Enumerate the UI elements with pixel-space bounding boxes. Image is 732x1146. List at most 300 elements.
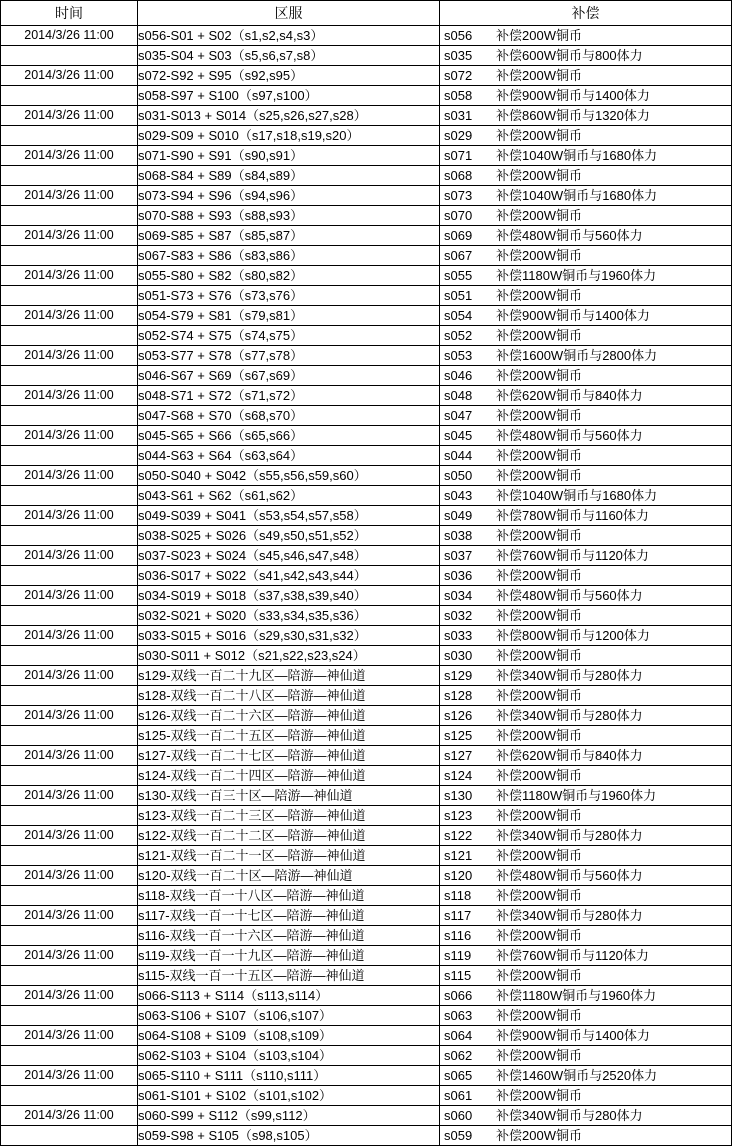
compensation-wrapper	[440, 966, 731, 985]
compensation-detail: 补偿1040W铜币与1680体力	[496, 148, 658, 163]
compensation-detail: 补偿620W铜币与840体力	[496, 388, 643, 403]
compensation-wrapper	[440, 466, 731, 485]
cell-zone: s071-S90 + S91（s90,s91）	[138, 146, 440, 166]
cell-time: 2014/3/26 11:00	[1, 626, 138, 646]
compensation-wrapper	[440, 126, 731, 145]
cell-compensation	[440, 986, 732, 1006]
cell-time: 2014/3/26 11:00	[1, 26, 138, 46]
compensation-server-id: s036	[444, 568, 473, 583]
cell-compensation	[440, 646, 732, 666]
compensation-detail: 补偿200W铜币	[496, 1008, 582, 1023]
compensation-server-id: s122	[444, 828, 473, 843]
cell-time: 2014/3/26 11:00	[1, 1106, 138, 1126]
compensation-wrapper	[440, 146, 731, 165]
table-row	[1, 466, 732, 486]
compensation-wrapper	[440, 446, 731, 465]
cell-time: 2014/3/26 11:00	[1, 186, 138, 206]
cell-compensation	[440, 666, 732, 686]
compensation-server-id: s032	[444, 608, 473, 623]
table-row	[1, 1126, 732, 1146]
cell-compensation	[440, 346, 732, 366]
table-row	[1, 766, 732, 786]
cell-time	[1, 646, 138, 666]
compensation-detail: 补偿200W铜币	[496, 1128, 582, 1143]
column-header-zone: 区服	[138, 1, 440, 26]
compensation-wrapper	[440, 726, 731, 745]
cell-compensation	[440, 1106, 732, 1126]
compensation-detail: 补偿200W铜币	[496, 968, 582, 983]
compensation-server-id: s115	[444, 968, 472, 983]
compensation-wrapper	[440, 386, 731, 405]
cell-time	[1, 246, 138, 266]
cell-zone: s060-S99 + S112（s99,s112）	[138, 1106, 440, 1126]
cell-compensation	[440, 786, 732, 806]
table-row	[1, 586, 732, 606]
cell-zone: s053-S77 + S78（s77,s78）	[138, 346, 440, 366]
compensation-wrapper	[440, 246, 731, 265]
cell-time	[1, 686, 138, 706]
compensation-server-id: s050	[444, 468, 473, 483]
cell-time	[1, 1006, 138, 1026]
compensation-wrapper	[440, 806, 731, 825]
cell-time	[1, 326, 138, 346]
cell-time: 2014/3/26 11:00	[1, 1026, 138, 1046]
compensation-wrapper	[440, 746, 731, 765]
cell-zone: s054-S79 + S81（s79,s81）	[138, 306, 440, 326]
cell-time: 2014/3/26 11:00	[1, 746, 138, 766]
compensation-detail: 补偿200W铜币	[496, 768, 582, 783]
cell-zone: s120-双线一百二十区—陪游—神仙道	[138, 866, 440, 886]
compensation-server-id: s029	[444, 128, 473, 143]
table-row	[1, 806, 732, 826]
compensation-server-id: s127	[444, 748, 473, 763]
table-row	[1, 26, 732, 46]
compensation-wrapper	[440, 686, 731, 705]
table-row	[1, 366, 732, 386]
cell-compensation	[440, 406, 732, 426]
cell-time: 2014/3/26 11:00	[1, 306, 138, 326]
compensation-server-id: s058	[444, 88, 473, 103]
compensation-wrapper	[440, 926, 731, 945]
cell-time	[1, 806, 138, 826]
table-row	[1, 486, 732, 506]
cell-time	[1, 86, 138, 106]
table-row	[1, 746, 732, 766]
cell-zone: s048-S71 + S72（s71,s72）	[138, 386, 440, 406]
compensation-detail: 补偿200W铜币	[496, 528, 582, 543]
compensation-detail: 补偿1040W铜币与1680体力	[496, 188, 658, 203]
compensation-wrapper	[440, 946, 731, 965]
compensation-detail: 补偿340W铜币与280体力	[496, 1108, 643, 1123]
cell-time	[1, 606, 138, 626]
cell-compensation	[440, 866, 732, 886]
cell-compensation	[440, 486, 732, 506]
compensation-detail: 补偿480W铜币与560体力	[496, 428, 643, 443]
cell-compensation	[440, 946, 732, 966]
cell-time	[1, 886, 138, 906]
cell-zone: s044-S63 + S64（s63,s64）	[138, 446, 440, 466]
compensation-detail: 补偿200W铜币	[496, 408, 582, 423]
column-header-compensation: 补偿	[440, 1, 732, 26]
table-row	[1, 506, 732, 526]
table-row	[1, 286, 732, 306]
compensation-wrapper	[440, 86, 731, 105]
cell-compensation	[440, 386, 732, 406]
compensation-server-id: s126	[444, 708, 473, 723]
compensation-server-id: s052	[444, 328, 473, 343]
compensation-server-id: s051	[444, 288, 473, 303]
compensation-server-id: s045	[444, 428, 473, 443]
compensation-wrapper	[440, 586, 731, 605]
cell-compensation	[440, 466, 732, 486]
compensation-server-id: s049	[444, 508, 473, 523]
compensation-server-id: s035	[444, 48, 473, 63]
table-row	[1, 526, 732, 546]
cell-compensation	[440, 86, 732, 106]
table-row	[1, 186, 732, 206]
compensation-server-id: s119	[444, 948, 472, 963]
compensation-wrapper	[440, 286, 731, 305]
cell-compensation	[440, 826, 732, 846]
cell-time: 2014/3/26 11:00	[1, 706, 138, 726]
cell-compensation	[440, 26, 732, 46]
compensation-detail: 补偿200W铜币	[496, 168, 582, 183]
table-row	[1, 786, 732, 806]
compensation-detail: 补偿200W铜币	[496, 808, 582, 823]
compensation-detail: 补偿340W铜币与280体力	[496, 668, 643, 683]
cell-compensation	[440, 606, 732, 626]
cell-zone: s036-S017 + S022（s41,s42,s43,s44）	[138, 566, 440, 586]
compensation-wrapper	[440, 906, 731, 925]
compensation-wrapper	[440, 886, 731, 905]
compensation-detail: 补偿200W铜币	[496, 688, 582, 703]
compensation-server-id: s055	[444, 268, 473, 283]
cell-zone: s124-双线一百二十四区—陪游—神仙道	[138, 766, 440, 786]
compensation-server-id: s063	[444, 1008, 473, 1023]
cell-time: 2014/3/26 11:00	[1, 866, 138, 886]
table-row	[1, 666, 732, 686]
table-row	[1, 1046, 732, 1066]
table-row	[1, 1106, 732, 1126]
table-row	[1, 106, 732, 126]
table-row	[1, 386, 732, 406]
cell-compensation	[440, 1026, 732, 1046]
cell-zone: s130-双线一百三十区—陪游—神仙道	[138, 786, 440, 806]
cell-compensation	[440, 366, 732, 386]
table-row	[1, 686, 732, 706]
compensation-wrapper	[440, 66, 731, 85]
table-row	[1, 1006, 732, 1026]
cell-compensation	[440, 106, 732, 126]
compensation-detail: 补偿900W铜币与1400体力	[496, 308, 650, 323]
cell-compensation	[440, 746, 732, 766]
cell-zone: s045-S65 + S66（s65,s66）	[138, 426, 440, 446]
compensation-server-id: s062	[444, 1048, 473, 1063]
cell-zone: s043-S61 + S62（s61,s62）	[138, 486, 440, 506]
compensation-wrapper	[440, 426, 731, 445]
cell-compensation	[440, 1066, 732, 1086]
cell-compensation	[440, 886, 732, 906]
cell-compensation	[440, 326, 732, 346]
compensation-server-id: s123	[444, 808, 473, 823]
table-row	[1, 126, 732, 146]
cell-compensation	[440, 566, 732, 586]
compensation-server-id: s043	[444, 488, 473, 503]
cell-time	[1, 726, 138, 746]
cell-zone: s047-S68 + S70（s68,s70）	[138, 406, 440, 426]
compensation-wrapper	[440, 1106, 731, 1125]
table-row	[1, 66, 732, 86]
cell-time	[1, 166, 138, 186]
compensation-wrapper	[440, 106, 731, 125]
cell-zone: s058-S97 + S100（s97,s100）	[138, 86, 440, 106]
compensation-server-id: s124	[444, 768, 473, 783]
cell-zone: s066-S113 + S114（s113,s114）	[138, 986, 440, 1006]
cell-zone: s038-S025 + S026（s49,s50,s51,s52）	[138, 526, 440, 546]
cell-compensation	[440, 66, 732, 86]
compensation-server-id: s034	[444, 588, 473, 603]
table-row	[1, 826, 732, 846]
table-row	[1, 646, 732, 666]
cell-zone: s118-双线一百一十八区—陪游—神仙道	[138, 886, 440, 906]
compensation-detail: 补偿480W铜币与560体力	[496, 588, 643, 603]
compensation-wrapper	[440, 666, 731, 685]
cell-time: 2014/3/26 11:00	[1, 946, 138, 966]
compensation-detail: 补偿200W铜币	[496, 1088, 582, 1103]
table-row	[1, 1066, 732, 1086]
cell-compensation	[440, 546, 732, 566]
compensation-wrapper	[440, 1046, 731, 1065]
compensation-server-id: s033	[444, 628, 473, 643]
cell-time: 2014/3/26 11:00	[1, 586, 138, 606]
cell-time: 2014/3/26 11:00	[1, 146, 138, 166]
compensation-detail: 补偿480W铜币与560体力	[496, 868, 643, 883]
compensation-detail: 补偿200W铜币	[496, 728, 582, 743]
table-row	[1, 886, 732, 906]
compensation-wrapper	[440, 566, 731, 585]
table-row	[1, 226, 732, 246]
compensation-server-id: s061	[444, 1088, 473, 1103]
compensation-server-id: s129	[444, 668, 473, 683]
compensation-detail: 补偿900W铜币与1400体力	[496, 1028, 650, 1043]
compensation-server-id: s047	[444, 408, 473, 423]
cell-time	[1, 286, 138, 306]
compensation-detail: 补偿340W铜币与280体力	[496, 828, 643, 843]
compensation-detail: 补偿1180W铜币与1960体力	[496, 268, 657, 283]
cell-zone: s119-双线一百一十九区—陪游—神仙道	[138, 946, 440, 966]
cell-time	[1, 526, 138, 546]
cell-time: 2014/3/26 11:00	[1, 906, 138, 926]
cell-time: 2014/3/26 11:00	[1, 826, 138, 846]
compensation-server-id: s038	[444, 528, 473, 543]
compensation-wrapper	[440, 226, 731, 245]
compensation-detail: 补偿1460W铜币与2520体力	[496, 1068, 658, 1083]
compensation-wrapper	[440, 986, 731, 1005]
cell-compensation	[440, 1046, 732, 1066]
compensation-server-id: s053	[444, 348, 473, 363]
compensation-server-id: s044	[444, 448, 473, 463]
compensation-wrapper	[440, 266, 731, 285]
cell-time	[1, 206, 138, 226]
cell-zone: s117-双线一百一十七区—陪游—神仙道	[138, 906, 440, 926]
cell-compensation	[440, 726, 732, 746]
compensation-detail: 补偿480W铜币与560体力	[496, 228, 643, 243]
cell-time: 2014/3/26 11:00	[1, 986, 138, 1006]
cell-time	[1, 566, 138, 586]
cell-zone: s116-双线一百一十六区—陪游—神仙道	[138, 926, 440, 946]
cell-compensation	[440, 146, 732, 166]
compensation-detail: 补偿1600W铜币与2800体力	[496, 348, 658, 363]
table-row	[1, 706, 732, 726]
cell-time	[1, 46, 138, 66]
compensation-detail: 补偿340W铜币与280体力	[496, 908, 643, 923]
compensation-detail: 补偿200W铜币	[496, 1048, 582, 1063]
compensation-wrapper	[440, 826, 731, 845]
compensation-wrapper	[440, 406, 731, 425]
cell-zone: s035-S04 + S03（s5,s6,s7,s8）	[138, 46, 440, 66]
cell-zone: s052-S74 + S75（s74,s75）	[138, 326, 440, 346]
table-row	[1, 926, 732, 946]
cell-zone: s046-S67 + S69（s67,s69）	[138, 366, 440, 386]
cell-compensation	[440, 206, 732, 226]
compensation-detail: 补偿800W铜币与1200体力	[496, 628, 650, 643]
compensation-detail: 补偿1040W铜币与1680体力	[496, 488, 658, 503]
compensation-detail: 补偿200W铜币	[496, 28, 582, 43]
cell-time	[1, 366, 138, 386]
compensation-server-id: s128	[444, 688, 473, 703]
compensation-detail: 补偿200W铜币	[496, 208, 582, 223]
table-row	[1, 986, 732, 1006]
compensation-wrapper	[440, 306, 731, 325]
cell-time: 2014/3/26 11:00	[1, 666, 138, 686]
compensation-detail: 补偿760W铜币与1120体力	[496, 948, 649, 963]
cell-zone: s068-S84 + S89（s84,s89）	[138, 166, 440, 186]
cell-zone: s032-S021 + S020（s33,s34,s35,s36）	[138, 606, 440, 626]
cell-zone: s061-S101 + S102（s101,s102）	[138, 1086, 440, 1106]
table-row	[1, 566, 732, 586]
table-body	[1, 26, 732, 1146]
cell-time: 2014/3/26 11:00	[1, 346, 138, 366]
column-header-time: 时间	[1, 1, 138, 26]
compensation-wrapper	[440, 1066, 731, 1085]
compensation-server-id: s073	[444, 188, 473, 203]
compensation-server-id: s056	[444, 28, 473, 43]
cell-compensation	[440, 1006, 732, 1026]
cell-compensation	[440, 766, 732, 786]
compensation-server-id: s120	[444, 868, 473, 883]
cell-compensation	[440, 226, 732, 246]
cell-zone: s115-双线一百一十五区—陪游—神仙道	[138, 966, 440, 986]
table-row	[1, 346, 732, 366]
compensation-server-id: s118	[444, 888, 472, 903]
compensation-server-id: s117	[444, 908, 472, 923]
cell-zone: s051-S73 + S76（s73,s76）	[138, 286, 440, 306]
compensation-wrapper	[440, 1086, 731, 1105]
cell-compensation	[440, 126, 732, 146]
compensation-wrapper	[440, 626, 731, 645]
compensation-wrapper	[440, 46, 731, 65]
cell-zone: s033-S015 + S016（s29,s30,s31,s32）	[138, 626, 440, 646]
cell-zone: s073-S94 + S96（s94,s96）	[138, 186, 440, 206]
compensation-wrapper	[440, 206, 731, 225]
table-row	[1, 446, 732, 466]
compensation-wrapper	[440, 646, 731, 665]
compensation-wrapper	[440, 866, 731, 885]
compensation-detail: 补偿200W铜币	[496, 468, 582, 483]
cell-zone: s063-S106 + S107（s106,s107）	[138, 1006, 440, 1026]
compensation-wrapper	[440, 1126, 731, 1145]
compensation-detail: 补偿200W铜币	[496, 648, 582, 663]
compensation-server-id: s125	[444, 728, 473, 743]
cell-zone: s070-S88 + S93（s88,s93）	[138, 206, 440, 226]
compensation-server-id: s030	[444, 648, 473, 663]
cell-compensation	[440, 926, 732, 946]
compensation-detail: 补偿780W铜币与1160体力	[496, 508, 649, 523]
compensation-server-id: s116	[444, 928, 472, 943]
cell-compensation	[440, 906, 732, 926]
compensation-detail: 补偿1180W铜币与1960体力	[496, 788, 657, 803]
compensation-detail: 补偿200W铜币	[496, 928, 582, 943]
compensation-server-id: s048	[444, 388, 473, 403]
cell-compensation	[440, 846, 732, 866]
cell-zone: s125-双线一百二十五区—陪游—神仙道	[138, 726, 440, 746]
cell-compensation	[440, 526, 732, 546]
cell-time: 2014/3/26 11:00	[1, 1066, 138, 1086]
compensation-server-id: s064	[444, 1028, 473, 1043]
cell-time: 2014/3/26 11:00	[1, 386, 138, 406]
compensation-detail: 补偿200W铜币	[496, 248, 582, 263]
compensation-wrapper	[440, 706, 731, 725]
compensation-wrapper	[440, 186, 731, 205]
compensation-detail: 补偿200W铜币	[496, 288, 582, 303]
cell-zone: s069-S85 + S87（s85,s87）	[138, 226, 440, 246]
table-row	[1, 166, 732, 186]
table-row	[1, 406, 732, 426]
cell-time: 2014/3/26 11:00	[1, 266, 138, 286]
table-row	[1, 1026, 732, 1046]
table-header	[1, 1, 732, 26]
table-row	[1, 626, 732, 646]
compensation-detail: 补偿600W铜币与800体力	[496, 48, 643, 63]
compensation-detail: 补偿620W铜币与840体力	[496, 748, 643, 763]
cell-compensation	[440, 166, 732, 186]
compensation-detail: 补偿200W铜币	[496, 368, 582, 383]
compensation-server-id: s069	[444, 228, 473, 243]
compensation-server-id: s072	[444, 68, 473, 83]
compensation-server-id: s060	[444, 1108, 473, 1123]
cell-compensation	[440, 46, 732, 66]
compensation-detail: 补偿200W铜币	[496, 568, 582, 583]
compensation-server-id: s054	[444, 308, 473, 323]
cell-time	[1, 766, 138, 786]
cell-zone: s049-S039 + S041（s53,s54,s57,s58）	[138, 506, 440, 526]
compensation-wrapper	[440, 1006, 731, 1025]
compensation-server-id: s065	[444, 1068, 473, 1083]
compensation-wrapper	[440, 766, 731, 785]
cell-compensation	[440, 1086, 732, 1106]
cell-time: 2014/3/26 11:00	[1, 786, 138, 806]
cell-zone: s030-S011 + S012（s21,s22,s23,s24）	[138, 646, 440, 666]
cell-compensation	[440, 586, 732, 606]
table-row	[1, 326, 732, 346]
table-row	[1, 426, 732, 446]
cell-zone: s056-S01 + S02（s1,s2,s4,s3）	[138, 26, 440, 46]
table-row	[1, 1086, 732, 1106]
cell-zone: s059-S98 + S105（s98,s105）	[138, 1126, 440, 1146]
compensation-wrapper	[440, 326, 731, 345]
cell-compensation	[440, 966, 732, 986]
cell-compensation	[440, 686, 732, 706]
